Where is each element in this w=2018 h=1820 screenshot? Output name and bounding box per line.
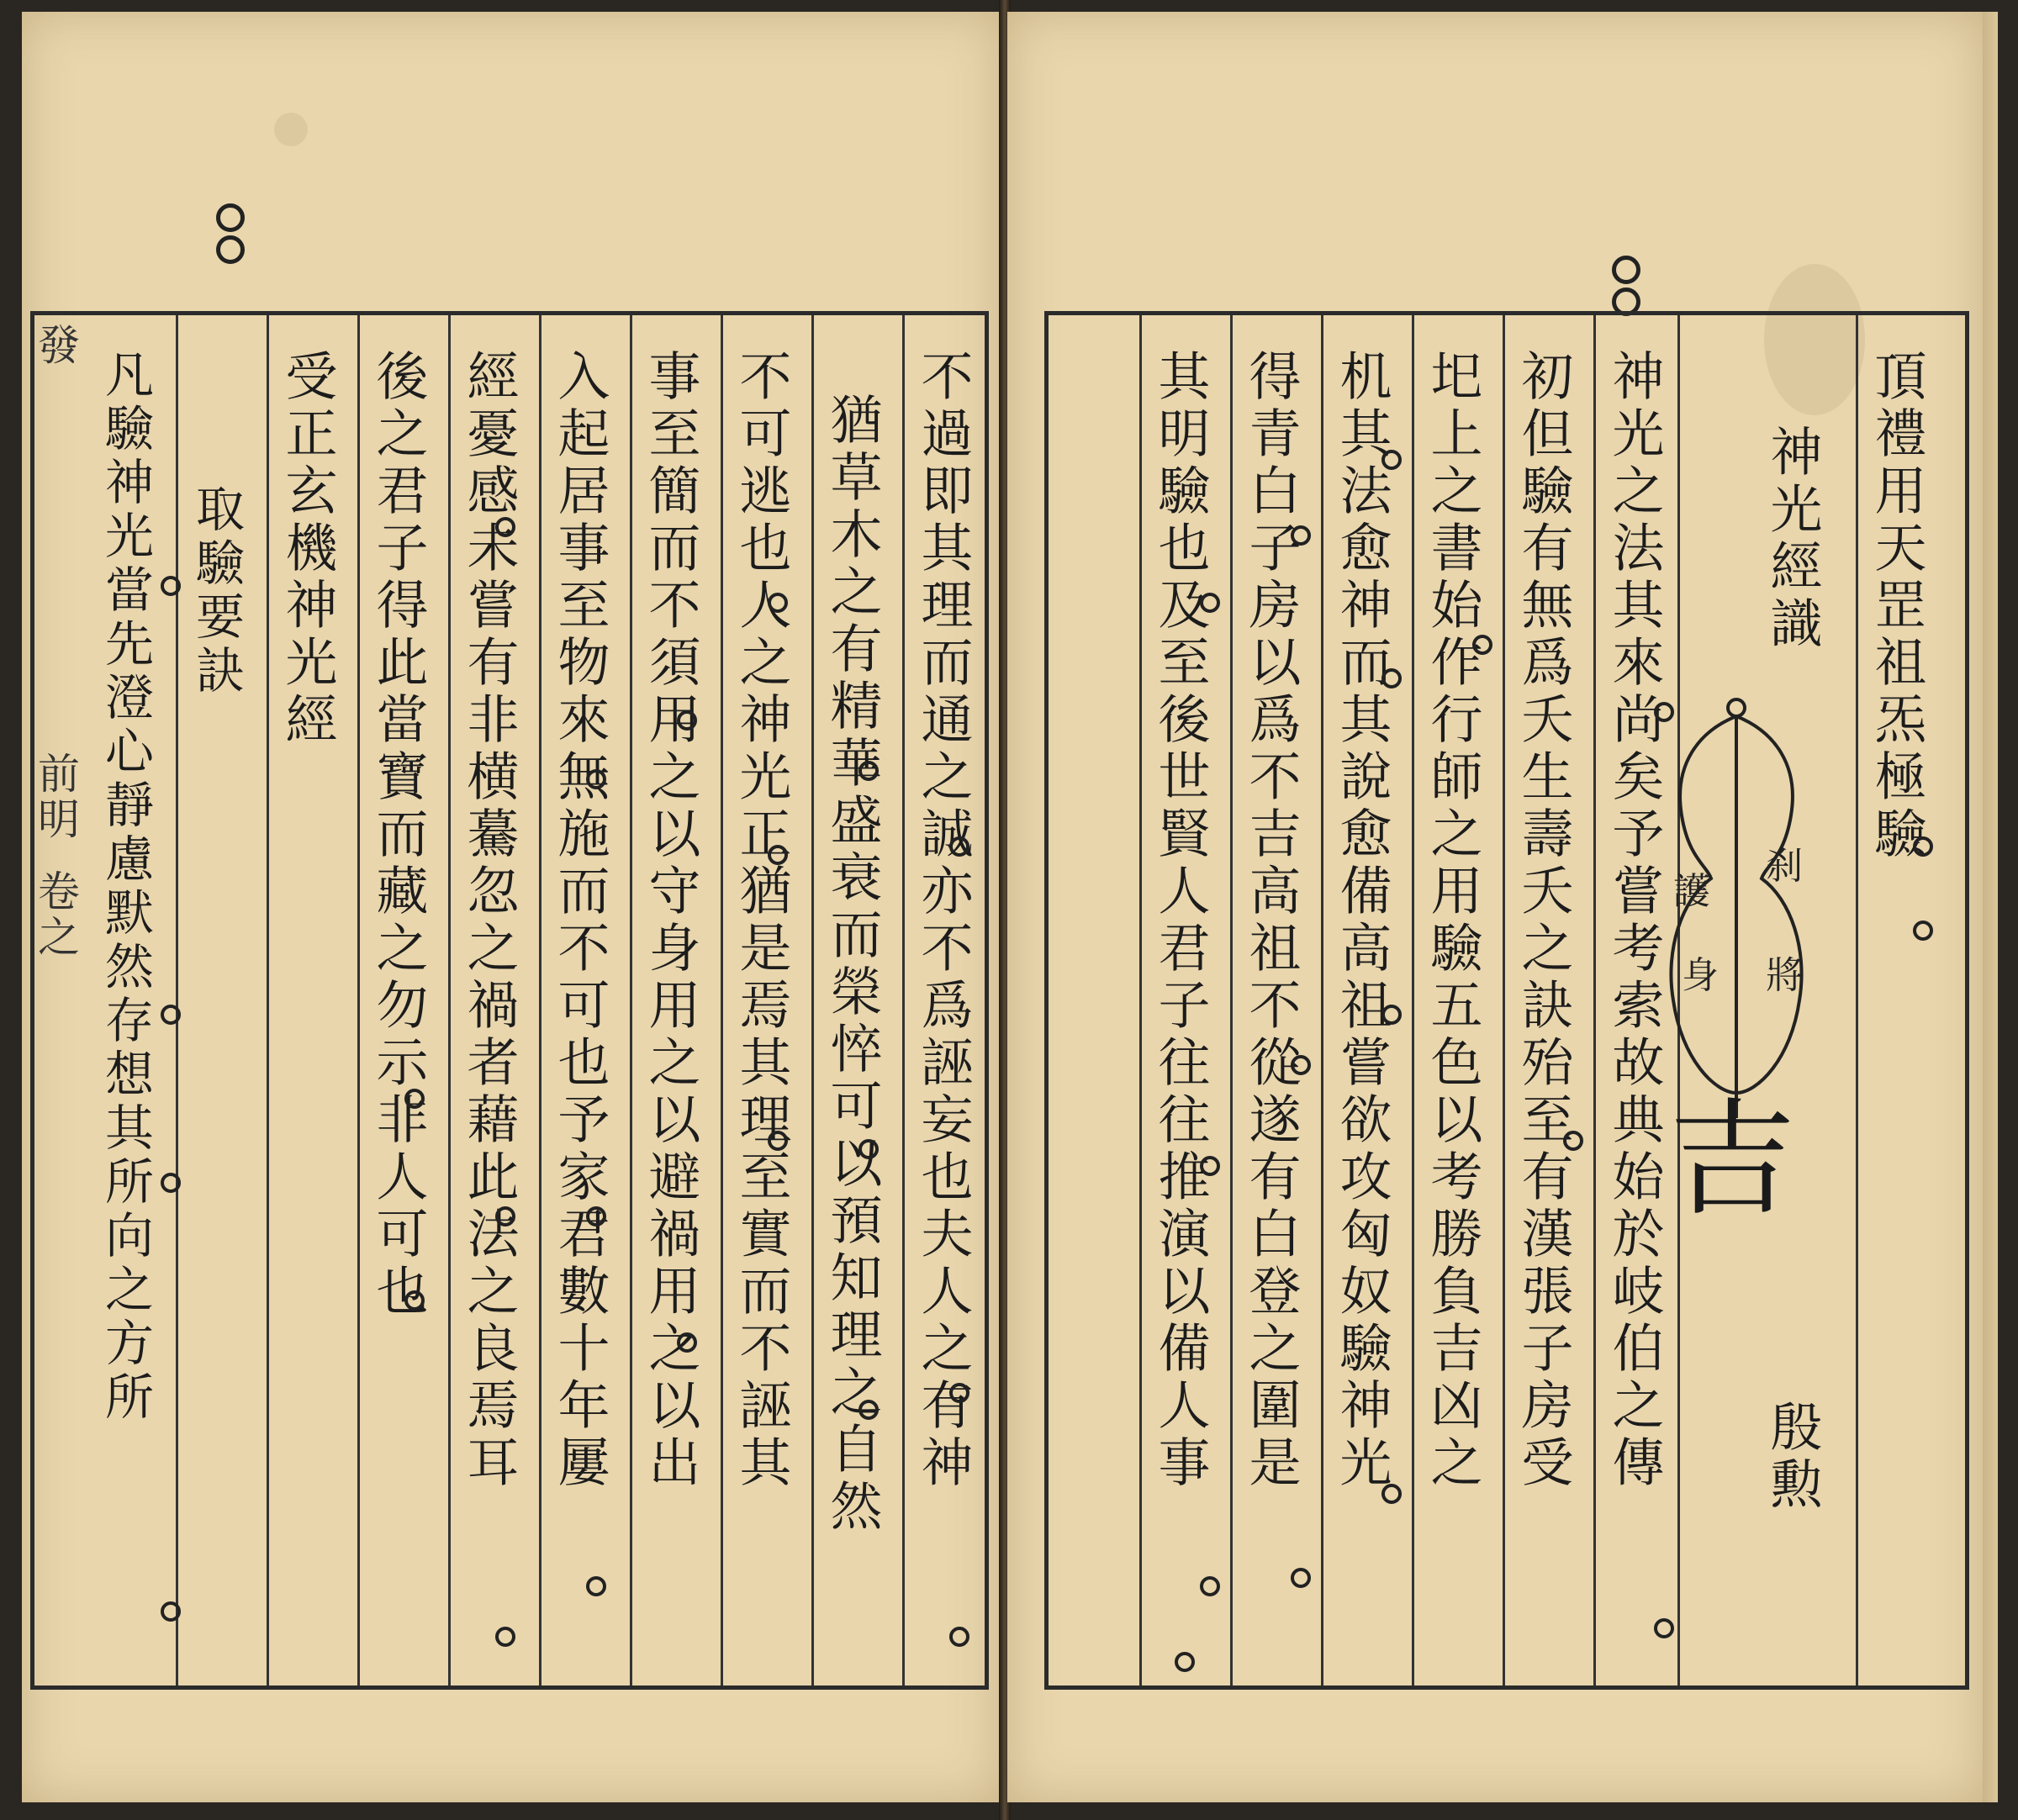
- punctuation-circle: [404, 1290, 425, 1311]
- author-name: 殷勲: [1762, 1400, 1823, 1514]
- punctuation-circle: [1381, 1005, 1402, 1025]
- text-column-2: 初但驗有無爲夭生壽夭之訣殆至有漢張子房受: [1513, 349, 1574, 1492]
- column-rule: [357, 315, 360, 1685]
- column-rule: [721, 315, 723, 1685]
- punctuation-circle: [1381, 1484, 1402, 1504]
- text-column-4: 机其法愈神而其說愈備高祖嘗欲攻匈奴驗神光: [1331, 349, 1392, 1492]
- punctuation-circle: [1381, 450, 1402, 470]
- punctuation-circle: [1291, 1055, 1311, 1075]
- page-title: 神光經識: [1762, 425, 1823, 653]
- punctuation-circle: [768, 1131, 788, 1151]
- punctuation-circle: [161, 1005, 181, 1025]
- text-column-2: 猶草木之有精華盛衰而榮悴可以預知理之自然: [821, 393, 883, 1536]
- column-rule: [1139, 315, 1142, 1685]
- punctuation-circle: [161, 1601, 181, 1622]
- text-column-1: 神光之法其來尚矣予嘗考索故典始於岐伯之傳: [1603, 349, 1665, 1492]
- punctuation-circle: [1654, 1618, 1674, 1638]
- column-rule: [630, 315, 632, 1685]
- punctuation-circle: [949, 836, 969, 857]
- punctuation-circle: [1291, 1568, 1311, 1588]
- punctuation-circle: [1913, 921, 1933, 941]
- text-column-7: 後之君子得此當寶而藏之勿示非人可也: [367, 349, 429, 1321]
- punctuation-circle: [677, 710, 697, 731]
- punctuation-circle: [1200, 593, 1220, 613]
- punctuation-circle: [858, 761, 879, 781]
- page-edge: [1983, 12, 1998, 1802]
- punctuation-circle: [768, 593, 788, 613]
- header-column: 頂禮用天罡祖炁極驗: [1866, 349, 1927, 863]
- text-column-4: 事至簡而不須用之以守身用之以避禍用之以出: [640, 349, 701, 1492]
- talisman-char-4: 身: [1682, 954, 1719, 997]
- punctuation-circle: [858, 1400, 879, 1420]
- circle-icon: [1612, 256, 1640, 284]
- fortune-character: 吉: [1669, 1087, 1796, 1233]
- punctuation-circle: [404, 1089, 425, 1109]
- margin-label: 發: [31, 323, 80, 368]
- column-rule: [267, 315, 269, 1685]
- text-column-8: 受正玄機神光經: [277, 349, 338, 749]
- column-rule: [811, 315, 814, 1685]
- column-rule: [176, 315, 178, 1685]
- punctuation-circle: [768, 845, 788, 865]
- margin-label: 卷之: [31, 869, 80, 960]
- punctuation-circle: [495, 517, 515, 537]
- column-rule: [1412, 315, 1414, 1685]
- left-text-frame: [30, 311, 989, 1690]
- punctuation-circle: [1291, 525, 1311, 546]
- gourd-talisman-diagram: [1665, 698, 1841, 1152]
- punctuation-circle: [1913, 836, 1933, 857]
- punctuation-circle: [949, 1383, 969, 1403]
- punctuation-circle: [1175, 1652, 1195, 1672]
- punctuation-circle: [1472, 635, 1492, 655]
- column-rule: [1503, 315, 1505, 1685]
- text-column-6: 其明驗也及至後世賢人君子往往推演以備人事: [1149, 349, 1211, 1492]
- column-rule: [448, 315, 451, 1685]
- column-rule: [539, 315, 541, 1685]
- margin-label: 前明: [31, 752, 80, 842]
- punctuation-circle: [161, 1173, 181, 1193]
- column-rule: [1593, 315, 1596, 1685]
- text-column-1: 不過即其理而通之誠亦不爲誣妄也夫人之有神: [912, 349, 974, 1492]
- column-rule: [1321, 315, 1323, 1685]
- text-column-9: 取驗要訣: [188, 483, 245, 699]
- talisman-char-3: 護: [1673, 870, 1710, 913]
- punctuation-circle: [586, 1206, 606, 1227]
- paper-stain: [274, 113, 308, 146]
- talisman-char-1: 刹: [1766, 845, 1803, 888]
- text-column-10: 凡驗神光當先澄心靜慮默然存想其所向之方所: [97, 349, 154, 1425]
- column-rule: [902, 315, 905, 1685]
- text-column-3: 圯上之書始作行師之用驗五色以考勝負吉凶之: [1422, 349, 1483, 1492]
- punctuation-circle: [586, 769, 606, 789]
- talisman-char-2: 將: [1766, 954, 1803, 997]
- left-page: [22, 12, 1001, 1802]
- text-column-3: 不可逃也人之神光正猶是焉其理至實而不誣其: [731, 349, 792, 1492]
- punctuation-circle: [495, 1206, 515, 1227]
- punctuation-circle: [949, 1627, 969, 1647]
- double-circle-mark: [214, 200, 247, 267]
- punctuation-circle: [161, 576, 181, 596]
- text-column-5: 入起居事至物來無施而不可也予家君數十年屢: [549, 349, 610, 1492]
- punctuation-circle: [1200, 1156, 1220, 1176]
- punctuation-circle: [1563, 1131, 1583, 1151]
- text-column-6: 經憂感未嘗有非横驀忽之禍者藉此法之良焉耳: [458, 349, 520, 1492]
- punctuation-circle: [1200, 1576, 1220, 1596]
- punctuation-circle: [858, 1139, 879, 1159]
- punctuation-circle: [586, 1576, 606, 1596]
- text-column-5: 得青白子房以爲不吉高祖不從遂有白登之圍是: [1240, 349, 1302, 1492]
- circle-icon: [216, 235, 245, 264]
- punctuation-circle: [1381, 668, 1402, 688]
- column-rule: [1856, 315, 1858, 1685]
- punctuation-circle: [495, 1627, 515, 1647]
- double-circle-mark: [1609, 252, 1643, 319]
- circle-icon: [216, 203, 245, 232]
- punctuation-circle: [677, 1332, 697, 1353]
- column-rule: [1230, 315, 1233, 1685]
